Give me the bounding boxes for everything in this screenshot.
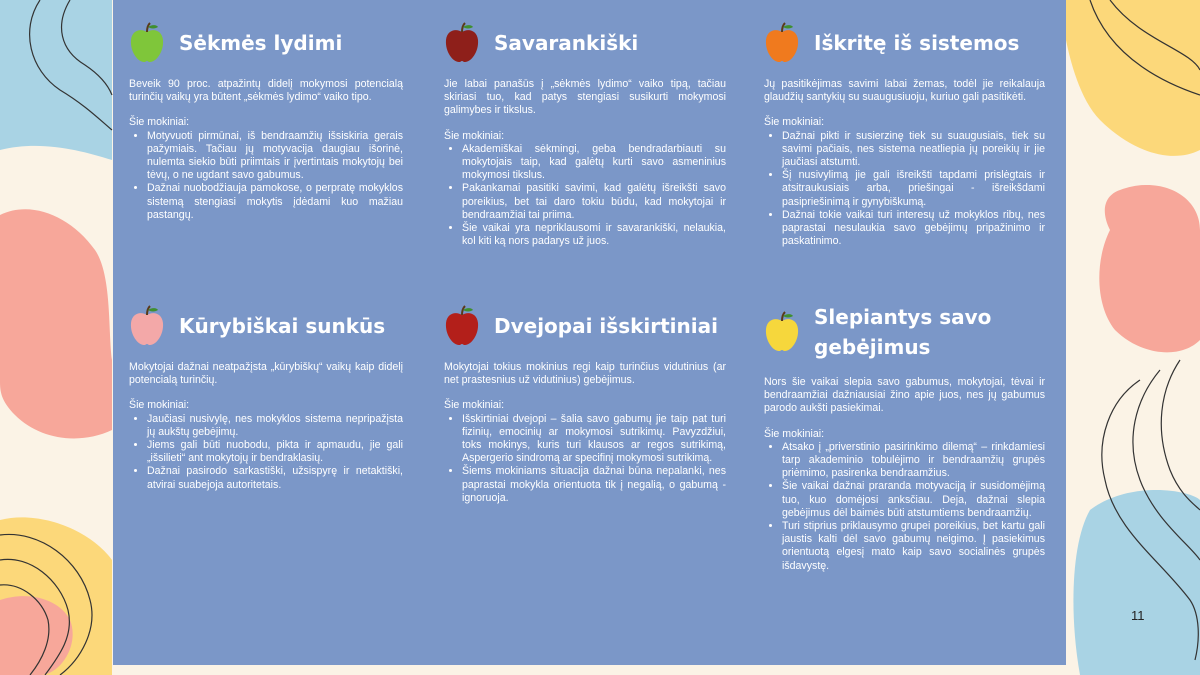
apple-icon — [444, 22, 480, 64]
card-kurybiskai-sunkus — [129, 305, 403, 492]
list-item: • Atsako į „priverstinio pasirinkimo dilemą“ – rinkdamiesi tarp akademinio tobulėjimo ir bendraamžių grupės priėmimo, pasirenka bendraamžius. — [782, 441, 1045, 481]
bullet-list — [764, 441, 1045, 573]
card-subheading: Šie mokiniai: — [764, 427, 825, 440]
card-subheading: Šie mokiniai: — [129, 399, 190, 412]
card-iskrite-is-sistemos — [764, 22, 1045, 248]
apple-icon — [764, 22, 800, 64]
pink-blob — [0, 209, 112, 438]
card-intro: Jie labai panašūs į „sėkmės lydimo“ vaiko tipą, tačiau skiriasi tuo, kad patys stengiasi susikurti mokymosi galimybes ir tikslus. — [444, 78, 726, 117]
list-item: • Šie vaikai yra nepriklausomi ir savarankiški, nelaukia, kol kiti ką nors padarys už juos. — [462, 222, 726, 248]
card-title: Slepiantys savo gebėjimus — [814, 305, 992, 359]
list-item: • Jaučiasi nusivylę, nes mokyklos sistema nepripažįsta jų aukštų gebėjimų. — [147, 413, 403, 439]
pink-blob — [1099, 185, 1200, 352]
blue-blob — [1073, 490, 1200, 675]
card-title: Iškritę iš sistemos — [814, 31, 1020, 55]
list-item: • Dažnai nuobodžiauja pamokose, o perpratę mokyklos sistemą stengiasi mokytis įdėdami kuo mažiau pastangų. — [147, 182, 403, 222]
contour-line — [1161, 360, 1200, 510]
apple-icon — [444, 305, 480, 347]
bullet-list — [129, 130, 403, 222]
card-subheading: Šie mokiniai: — [444, 399, 505, 412]
card-dvejopai-isskirtiniai — [444, 305, 726, 505]
list-item: • Pakankamai pasitiki savimi, kad galėtų išreikšti savo poreikius, bet tai daro tokiu būdu, kad mokytojai ir bendraamžiai tai priima. — [462, 182, 726, 222]
blue-blob — [0, 0, 112, 160]
bullet-list — [764, 130, 1045, 249]
card-sekmes-lydimi — [129, 22, 403, 222]
bullet-list — [129, 413, 403, 492]
page-number: 11 — [1131, 608, 1145, 623]
list-item: • Jiems gali būti nuobodu, pikta ir apmaudu, jie gali „išsilieti“ ant mokytojų ir bendraklasių. — [147, 439, 403, 465]
card-intro: Mokytojai dažnai neatpažįsta „kūrybiškų“ vaikų kaip didelį potencialą turinčių. — [129, 361, 403, 387]
list-item: • Dažnai tokie vaikai turi interesų už mokyklos ribų, nes paprastai nesulaukia savo gebėjimų pripažinimo ir paskatinimo. — [782, 209, 1045, 249]
apple-icon — [129, 305, 165, 347]
card-title: Sėkmės lydimi — [179, 31, 343, 55]
card-intro: Jų pasitikėjimas savimi labai žemas, todėl jie reikalauja glaudžių santykių su suaugusiuoju, kuriuo gali pasitikėti. — [764, 78, 1045, 104]
card-subheading: Šie mokiniai: — [444, 129, 505, 142]
card-intro: Mokytojai tokius mokinius regi kaip turinčius vidutinius (ar net prastesnius už vidutinius) gebėjimus. — [444, 361, 726, 387]
list-item: • Išskirtiniai dvejopi – šalia savo gabumų jie taip pat turi fizinių, emocinių ar mokymosi sutrikimų. Pavyzdžiui, toks mokinys, kuris turi klausos ar regos sutrikimą, Aspergerio sindromą ar specifinį mokymosi sutrikimą. — [462, 413, 726, 466]
list-item: • Motyvuoti pirmūnai, iš bendraamžių išsiskiria gerais pažymiais. Tačiau jų motyvacija daugiau išorinė, nulemta siekio būti priimtais ir įvertintais mokytojų bei tėvų, o ne ugdant savo gabumus. — [147, 130, 403, 183]
list-item: • Šiems mokiniams situacija dažnai būna nepalanki, nes paprastai mokykla orientuota tik į negalią, o gabumą - ignoruoja. — [462, 465, 726, 505]
card-intro: Nors šie vaikai slepia savo gabumus, mokytojai, tėvai ir bendraamžiai dažniausiai žino apie juos, nes jų gabumus parodo aukšti pasiekimai. — [764, 376, 1045, 415]
bullet-list — [444, 143, 726, 249]
list-item: • Akademiškai sėkmingi, geba bendradarbiauti su mokytojais taip, kad galėtų kurti savo asmeninius mokymosi tikslus. — [462, 143, 726, 183]
list-item: • Šį nusivylimą jie gali išreikšti tapdami prislėgtais ir atsitraukusiais arba, priešingai - išreikšdami pasipriešinimą ir gynybiškumą. — [782, 169, 1045, 209]
card-title: Savarankiški — [494, 31, 639, 55]
card-savarankiski — [444, 22, 726, 248]
list-item: • Dažnai pikti ir susierzinę tiek su suaugusiais, tiek su savimi pačiais, nes sistema neatliepia jų poreikių ir jie jaučiasi atstumti. — [782, 130, 1045, 170]
bullet-list — [444, 413, 726, 505]
apple-icon — [129, 22, 165, 64]
card-title: Dvejopai išskirtiniai — [494, 314, 718, 338]
card-slepiantys-savo-gebejimus — [764, 302, 1045, 573]
card-subheading: Šie mokiniai: — [764, 116, 825, 129]
card-intro: Beveik 90 proc. atpažintų didelį mokymosi potencialą turinčių vaikų yra būtent „sėkmės lydimo“ vaiko tipo. — [129, 78, 403, 104]
list-item: • Turi stiprius priklausymo grupei poreikius, bet kartu gali jaustis kalti dėl savo gabumų neigimo. Į pasiekimus orientuotą elgesį mato kaip savo socialinės grupės išdavystę. — [782, 520, 1045, 573]
card-subheading: Šie mokiniai: — [129, 116, 190, 129]
list-item: • Šie vaikai dažnai praranda motyvaciją ir susidomėjimą tuo, kuo domėjosi anksčiau. Deja, dažnai slepia gebėjimus dėl baimės būti atstumtiems bendraamžių. — [782, 480, 1045, 520]
card-title: Kūrybiškai sunkūs — [179, 314, 386, 338]
list-item: • Dažnai pasirodo sarkastiški, užsispyrę ir netaktiški, atvirai suabejoja autoritetais. — [147, 465, 403, 491]
apple-icon — [764, 311, 800, 353]
